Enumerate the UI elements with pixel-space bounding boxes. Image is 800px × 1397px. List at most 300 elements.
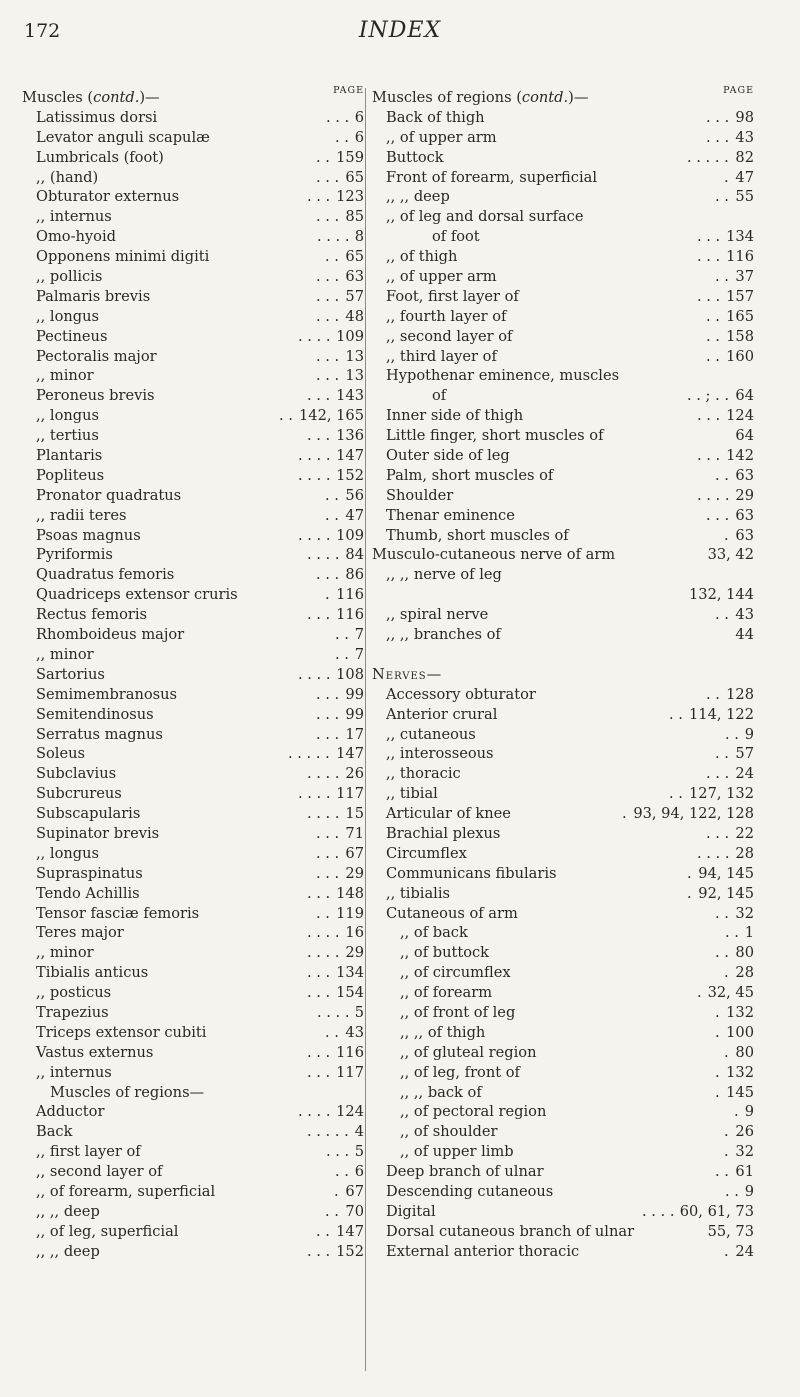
page-reference: 33, 42 [707,546,754,564]
index-entry-text: ,, (hand) [36,168,99,186]
leader-dots: . . . . [298,327,331,345]
index-entry-text: Inner side of thigh [386,407,524,425]
page-reference: 117 [336,785,364,803]
index-entry [372,864,754,884]
page-reference: 56 [345,486,364,504]
leader-dots: . . [279,407,293,425]
index-entry-text: Muscles of regions (contd.)— [372,89,589,106]
index-entry [372,506,754,526]
page-reference: 6 [354,1163,364,1181]
leader-dots: . . . [316,864,340,882]
index-entry-text: Communicans fibularis [386,864,557,882]
leader-dots: . . [715,606,729,624]
index-entry-text: ,, of shoulder [400,1123,498,1141]
page-reference: 119 [336,904,364,922]
page-reference: 28 [735,964,754,982]
index-entry-text: Thumb, short muscles of [386,526,569,544]
leader-dots: . . . . . [307,1123,349,1141]
index-entry-text: Pectoralis major [36,347,157,365]
page-reference: 6 [354,108,364,126]
leader-dots: . . . [307,884,331,902]
index-entry [22,1003,364,1023]
leader-dots: . . [669,785,683,803]
index-entry [22,168,364,188]
index-entry-text: ,, of forearm [400,984,493,1002]
page-reference: 57 [735,745,754,763]
page-reference: 124 [726,407,754,425]
index-entry [372,545,754,565]
leader-dots: . . . . [298,447,331,465]
index-entry [372,187,754,207]
index-entry-text: Quadratus femoris [36,566,175,584]
index-entry [372,804,754,824]
leader-dots: . [697,984,702,1002]
index-entry-text: Brachial plexus [386,824,501,842]
index-entry-text: ,, radii teres [36,506,127,524]
page-reference: 64 [735,387,754,405]
index-entry-text: Omo-hyoid [36,228,116,246]
leader-dots: . [715,1063,720,1081]
index-entry-text: Pectineus [36,327,108,345]
page-reference: 116 [336,586,364,604]
index-entry-text: Buttock [386,148,444,166]
page-reference: 24 [735,1242,754,1260]
index-entry [372,665,754,685]
index-entry [22,923,364,943]
leader-dots: . . [706,685,720,703]
index-entry-text: ,, of leg, front of [400,1063,520,1081]
page-reference: 147 [336,745,364,763]
page-reference: 145 [726,1083,754,1101]
page-reference: 26 [345,765,364,783]
index-entry [22,824,364,844]
index-entry [372,904,754,924]
index-entry-text: ,, of thigh [386,248,458,266]
index-entry [372,446,754,466]
index-entry [372,844,754,864]
index-entry [22,884,364,904]
page-reference: 13 [345,367,364,385]
leader-dots: . . [715,944,729,962]
page-reference: 128 [726,685,754,703]
page-reference: 94, 145 [698,864,754,882]
page-reference: 67 [345,1182,364,1200]
index-entry-text: Rectus femoris [36,606,147,624]
leader-dots: . . [316,148,330,166]
page-reference: 63 [735,526,754,544]
page-reference: 116 [726,248,754,266]
index-entry [22,1242,364,1262]
page-reference: 80 [735,944,754,962]
index-entry-text: ,, thoracic [386,765,461,783]
leader-dots: . . [335,626,349,644]
index-entry [372,386,754,406]
index-entry-text: ,, minor [36,645,94,663]
leader-dots: . . . [706,108,730,126]
index-entry-text: ,, ,, nerve of leg [386,566,502,584]
leader-dots: . . . [316,208,340,226]
page-reference: 63 [735,506,754,524]
index-entry-text: Quadriceps extensor cruris [36,586,238,604]
index-entry [372,1222,754,1242]
leader-dots: . . . [697,287,721,305]
page-reference: 32, 45 [707,984,754,1002]
index-entry-text: Opponens minimi digiti [36,248,210,266]
page-reference: 44 [735,626,754,644]
leader-dots: . . . [316,824,340,842]
index-entry [22,466,364,486]
index-entry-text: Teres major [36,924,124,942]
index-entry-text: Little finger, short muscles of [386,427,604,445]
page-reference: 142, 165 [299,407,364,425]
page-reference: 134 [726,228,754,246]
leader-dots: . . . [697,228,721,246]
page-reference: 127, 132 [689,785,754,803]
index-entry-text: ,, pollicis [36,268,103,286]
page-reference: 117 [336,1063,364,1081]
page-reference: 29 [345,864,364,882]
index-entry-text: Trapezius [36,1003,109,1021]
index-entry-text: ,, of front of leg [400,1003,516,1021]
index-entry-text: Obturator externus [36,188,180,206]
index-entry [372,1202,754,1222]
index-entry-text: External anterior thoracic [386,1242,580,1260]
page-reference: 160 [726,347,754,365]
index-entry-text: Sartorius [36,665,105,683]
page-reference: 84 [345,546,364,564]
index-entry [22,227,364,247]
page-reference: 93, 94, 122, 128 [633,805,754,823]
index-entry [372,1083,754,1103]
column-divider [365,88,366,1371]
index-entry-text: Psoas magnus [36,526,141,544]
page-reference: 99 [345,685,364,703]
index-entry [372,247,754,267]
leader-dots: . [724,1043,729,1061]
left-index-column: PAGE Muscles (contd.)— Latissimus dorsi . . . 6 Levator anguli scapulæ . . 6 Lumbricals (foot) . . 159 ,, (hand) . . . 65 Obturator externus . . . 123 ,, internus . . . 85 Omo-hyoid . . . . 8 Opponens minimi digiti . . 65 ,, pollicis . . . 63 Palmaris brevis . . . 57 ,, longus . . . 48 Pectineus . . . . 109 Pectoralis major . . . 13 ,, minor . . . 13 Peroneus brevis . . . 143 ,, longus . . 142, 165 ,, tertius . . . 136 Plantaris . . . . 147 Popliteus . . . . 152 Pronator quadratus . . 56 ,, radii teres . . 47 Psoas magnus . . . . 109 Pyriformis . . . . 84 Quadratus femoris . . . 86 Quadriceps extensor cruris . 116 Rectus femoris . . . 116 Rhomboideus major . . 7 ,, minor . . 7 Sartorius . . . . 108 Semimembranosus . . . 99 Semitendinosus . . . 99 Serratus magnus . . . 17 Soleus . . . . . 147 Subclavius . . . . 26 Subcrureus . . . . 117 Subscapularis . . . . 15 Supinator brevis . . . 71 ,, longus . . . 67 Supraspinatus . . . 29 Tendo Achillis . . . 148 Tensor fasciæ femoris . . 119 Teres major . . . . 16 ,, minor . . . . 29 Tibialis anticus . . . 134 ,, posticus . . . 154 Trapezius . . . . 5 Triceps extensor cubiti . . 43 Vastus externus . . . 116 ,, internus . . . 117 Muscles of regions— Adductor . . . . 124 Back . . . . . 4 ,, first layer of . . . 5 ,, second layer of . . 6 ,, of forearm, superficial . 67 ,, ,, deep . . 70 ,, of leg, superficial . . 147 ,, ,, deep . . . 152 [22,85,364,1260]
page-reference: 22 [735,824,754,842]
leader-dots: . . . [307,188,331,206]
index-entry-text: ,, of circumflex [400,964,511,982]
leader-dots: . . [706,327,720,345]
leader-dots: . [734,1103,739,1121]
page-reference: 142 [726,447,754,465]
index-entry-text: Peroneus brevis [36,387,155,405]
index-entry [372,1043,754,1063]
index-entry [372,884,754,904]
index-entry-text: Latissimus dorsi [36,108,158,126]
page-reference: 157 [726,287,754,305]
page-reference: 9 [744,1182,754,1200]
index-entry [22,1162,364,1182]
leader-dots: . . . . [307,546,340,564]
leader-dots: . . . . [317,1003,350,1021]
index-entry [372,645,754,665]
leader-dots: . . . . [298,1103,331,1121]
index-entry-text: Semimembranosus [36,685,178,703]
page-reference: 60, 61, 73 [679,1202,754,1220]
page-reference: 43 [345,1023,364,1041]
index-entry-text: Popliteus [36,466,105,484]
index-entry-text: ,, of buttock [400,944,490,962]
page-reference: 158 [726,327,754,345]
leader-dots: . . . [316,307,340,325]
leader-dots: . [715,1023,720,1041]
index-entry-text: Musculo-cutaneous nerve of arm [372,546,616,564]
index-entry [372,744,754,764]
leader-dots: . . . . [298,785,331,803]
page-reference: 109 [336,526,364,544]
index-entry [22,864,364,884]
page-reference: 134 [336,964,364,982]
page-reference: 132 [726,1063,754,1081]
leader-dots: . . . [706,824,730,842]
leader-dots: . . . [326,1143,350,1161]
index-entry [22,705,364,725]
index-entry [372,585,754,605]
page-reference: 82 [735,148,754,166]
leader-dots: . . [715,188,729,206]
index-entry [372,1023,754,1043]
leader-dots: . . . [706,765,730,783]
index-entry-text: ,, of back [400,924,468,942]
index-entry [22,486,364,506]
index-entry [372,466,754,486]
page-reference: 116 [336,606,364,624]
page-reference: 152 [336,1242,364,1260]
index-entry [372,267,754,287]
index-entry-text: Lumbricals (foot) [36,148,164,166]
index-entry [22,1142,364,1162]
leader-dots: . . . [307,984,331,1002]
leader-dots: . [724,964,729,982]
index-entry [22,585,364,605]
leader-dots: . . [325,1202,339,1220]
index-entry [22,625,364,645]
page-reference: 92, 145 [698,884,754,902]
index-entry-text: ,, longus [36,407,99,425]
index-entry-text: ,, of pectoral region [400,1103,547,1121]
index-entry [372,207,754,227]
leader-dots: . . [725,924,739,942]
leader-dots: . [724,168,729,186]
index-entry-text: Palm, short muscles of [386,466,554,484]
index-entry [22,426,364,446]
index-entry-text: ,, ,, deep [386,188,450,206]
page-reference: 132 [726,1003,754,1021]
index-entry-text: Dorsal cutaneous branch of ulnar [386,1222,635,1240]
page-reference: 61 [735,1163,754,1181]
index-entry-text: ,, second layer of [36,1163,163,1181]
page-reference: 132, 144 [689,586,754,604]
index-entry [22,287,364,307]
index-entry-text: ,, posticus [36,984,112,1002]
index-entry [22,665,364,685]
leader-dots: . [334,1182,339,1200]
page-reference: 5 [354,1143,364,1161]
page-reference: 98 [735,108,754,126]
leader-dots: . . [316,904,330,922]
leader-dots: . [622,805,627,823]
page-reference: 63 [735,466,754,484]
index-entry-text: ,, of gluteal region [400,1043,537,1061]
leader-dots: . . . [316,367,340,385]
index-entry-text: Supraspinatus [36,864,143,882]
index-entry [372,685,754,705]
page-reference: 114, 122 [689,705,754,723]
index-entry [22,307,364,327]
page-reference: 109 [336,327,364,345]
page-reference: 26 [735,1123,754,1141]
index-entry-text: ,, of leg, superficial [36,1222,179,1240]
index-entry [22,247,364,267]
index-entry [22,1202,364,1222]
index-entry-text: ,, ,, deep [36,1202,100,1220]
index-entry [372,923,754,943]
leader-dots: . . . . [298,665,331,683]
page-reference: 16 [345,924,364,942]
page-reference: 165 [726,307,754,325]
leader-dots: . . . [316,844,340,862]
leader-dots: . [724,1123,729,1141]
leader-dots: . . . . [307,924,340,942]
leader-dots: . . . . [307,944,340,962]
index-entry [372,486,754,506]
index-entry-text: Cutaneous of arm [386,904,518,922]
index-entry-text: Serratus magnus [36,725,163,743]
index-entry [22,645,364,665]
index-entry [22,366,364,386]
page-reference: 64 [735,427,754,445]
leader-dots: . . . [316,685,340,703]
leader-dots: . . . [697,248,721,266]
index-entry [22,1043,364,1063]
index-entry [22,605,364,625]
running-title: INDEX [358,18,442,43]
index-entry-text: ,, tibialis [386,884,450,902]
index-entry [372,824,754,844]
index-entry [22,983,364,1003]
page-reference: 143 [336,387,364,405]
index-entry [22,545,364,565]
page-reference: 28 [735,844,754,862]
leader-dots: . . . [697,447,721,465]
page-reference: 32 [735,904,754,922]
page-reference: 65 [345,248,364,266]
leader-dots: . . . [706,506,730,524]
page-reference: 43 [735,606,754,624]
page-reference: 13 [345,347,364,365]
leader-dots: . . [715,1163,729,1181]
index-entry [372,1162,754,1182]
leader-dots: . . . [326,108,350,126]
index-entry [22,148,364,168]
index-entry-text: Subcrureus [36,785,122,803]
index-entry [372,227,754,247]
index-entry-text: ,, third layer of [386,347,497,365]
leader-dots: . . [335,128,349,146]
index-entry [22,764,364,784]
index-entry-text: ,, second layer of [386,327,513,345]
index-entry-text: ,, internus [36,208,112,226]
page-reference: 136 [336,427,364,445]
page-reference: 67 [345,844,364,862]
page-reference: 48 [345,307,364,325]
index-entry-text: Shoulder [386,486,454,504]
index-entry-text: Semitendinosus [36,705,154,723]
index-entry-text: Descending cutaneous [386,1182,554,1200]
page-reference: 5 [354,1003,364,1021]
index-entry-text: ,, of upper arm [386,128,497,146]
leader-dots: . . . [316,347,340,365]
leader-dots: . . [715,904,729,922]
index-entry-text: ,, ,, deep [36,1242,100,1260]
index-entry-text: Supinator brevis [36,824,160,842]
page-reference: 80 [735,1043,754,1061]
index-entry-text: ,, minor [36,367,94,385]
index-entry-text: ,, of leg and dorsal surface [386,208,584,226]
index-entry [372,287,754,307]
index-entry [372,327,754,347]
index-entry-text: Outer side of leg [386,447,510,465]
index-entry-text: Back of thigh [386,108,485,126]
index-entry-text: ,, tibial [386,785,438,803]
index-entry [22,844,364,864]
page-reference: 55 [735,188,754,206]
index-entry-text: ,, longus [36,307,99,325]
index-entry-text: ,, spiral nerve [386,606,489,624]
index-entry [22,1182,364,1202]
index-entry-text: ,, of forearm, superficial [36,1182,216,1200]
index-entry [22,565,364,585]
index-entry-text: Plantaris [36,447,103,465]
index-entry [372,983,754,1003]
index-entry [22,943,364,963]
index-entry [372,1063,754,1083]
index-entry [22,506,364,526]
leader-dots: . [724,526,729,544]
index-entry-text: Levator anguli scapulæ [36,128,210,146]
index-entry-text: Hypothenar eminence, muscles [386,367,620,385]
leader-dots: . . . [307,1242,331,1260]
index-entry [22,347,364,367]
leader-dots: . . [335,645,349,663]
page-reference: 9 [744,1103,754,1121]
index-entry-text: Pyriformis [36,546,113,564]
leader-dots: . [724,1242,729,1260]
leader-dots: . . . [307,964,331,982]
page-reference: 47 [735,168,754,186]
index-entry [22,406,364,426]
index-entry [22,187,364,207]
leader-dots: . . . . . [288,745,330,763]
index-entry [372,943,754,963]
index-entry [22,1063,364,1083]
index-entry-text: Digital [386,1202,436,1220]
index-entry-text: Triceps extensor cubiti [36,1023,207,1041]
leader-dots: . . . . [298,526,331,544]
page-reference: 65 [345,168,364,186]
index-entry [22,685,364,705]
page-reference: 1 [744,924,754,942]
page-reference: 154 [336,984,364,1002]
index-entry-text: of foot [432,228,480,246]
index-entry-text: ,, internus [36,1063,112,1081]
index-entry-text: ,, fourth layer of [386,307,507,325]
index-entry-text: ,, longus [36,844,99,862]
index-entry [22,88,364,108]
leader-dots: . . [325,506,339,524]
